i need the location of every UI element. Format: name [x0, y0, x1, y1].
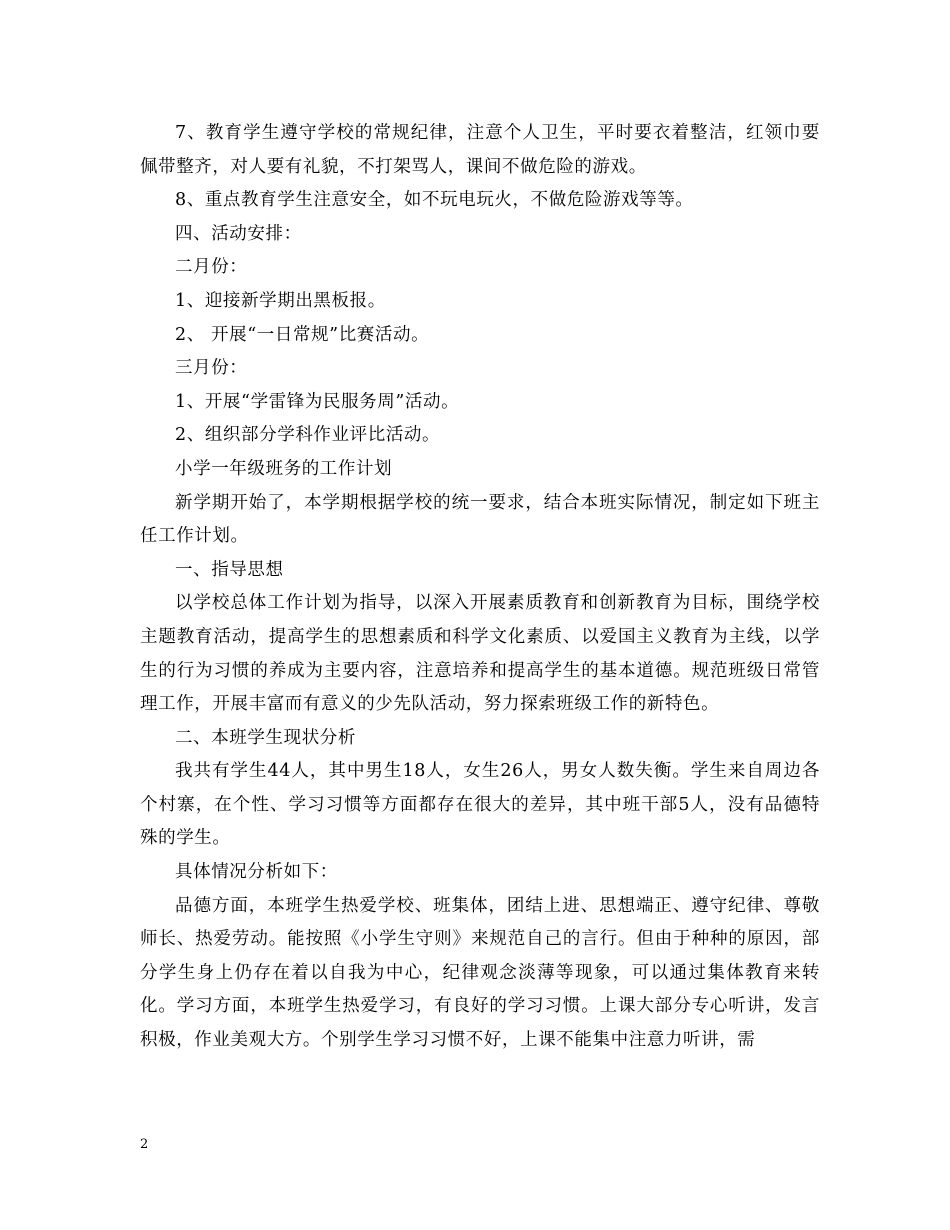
paragraph: 8、重点教育学生注意安全，如不玩电玩火，不做危险游戏等等。 [175, 190, 694, 211]
list-item: 1、开展“学雷锋为民服务周”活动。 [175, 391, 460, 412]
section-heading: 四、活动安排： [175, 223, 302, 244]
list-item: 1、迎接新学期出黑板报。 [175, 290, 386, 311]
list-item: 2、 开展“一日常规”比赛活动。 [175, 324, 430, 345]
section-heading: 一、指导思想 [175, 559, 284, 580]
paragraph: 以学校总体工作计划为指导，以深入开展素质教育和创新教育为目标，围绕学校主题教育活动，提高学生的思想素质和科学文化素质、以爱国主义教育为主线，以学生的行为习惯的养成为主要内容，注意培养和提高学生的基本道德。规范班级日常管理工作，开展丰富而有意义的少先队活动，努力探索班级工作的新特色。 [140, 593, 820, 715]
month-heading: 三月份： [175, 358, 248, 379]
paragraph: 7、教育学生遵守学校的常规纪律，注意个人卫生，平时要衣着整洁，红领巾要佩带整齐，对人要有礼貌，不打架骂人，课间不做危险的游戏。 [140, 123, 820, 177]
list-item: 2、组织部分学科作业评比活动。 [175, 425, 441, 446]
section-heading: 二、本班学生现状分析 [175, 727, 356, 748]
document-subtitle: 小学一年级班务的工作计划 [175, 458, 393, 479]
paragraph: 品德方面，本班学生热爱学校、班集体，团结上进、思想端正、遵守纪律、尊敬师长、热爱劳动。能按照《小学生守则》来规范自己的言行。但由于种种的原因，部分学生身上仍存在着以自我为中心，纪律观念淡薄等现象，可以通过集体教育来转化。学习方面，本班学生热爱学习，有良好的学习习惯。上课大部分专心听讲，发言积极，作业美观大方。个别学生学习习惯不好，上课不能集中注意力听讲，需 [140, 895, 820, 1051]
document-body [140, 117, 820, 1058]
paragraph: 新学期开始了，本学期根据学校的统一要求，结合本班实际情况，制定如下班主任工作计划。 [140, 492, 820, 547]
paragraph: 具体情况分析如下： [175, 862, 338, 883]
page-number: 2 [140, 1137, 149, 1152]
paragraph: 我共有学生44人，其中男生18人，女生26人，男女人数失衡。学生来自周边各个村寨，在个性、学习习惯等方面都存在很大的差异，其中班干部5人，没有品德特殊的学生。 [140, 761, 820, 849]
month-heading: 二月份： [175, 257, 248, 278]
